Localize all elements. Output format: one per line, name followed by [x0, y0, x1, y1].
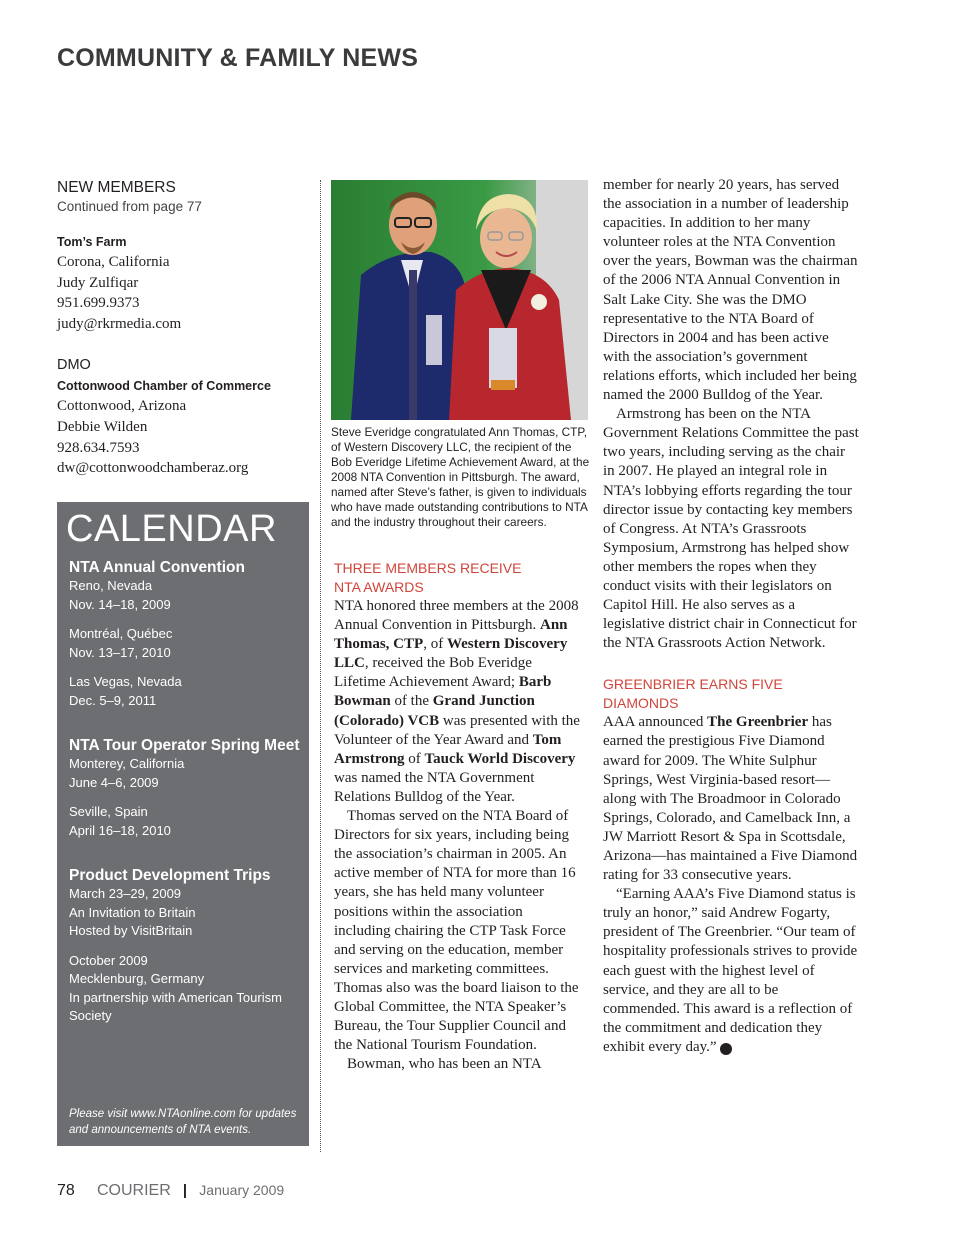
event-date: Nov. 13–17, 2010	[69, 644, 171, 660]
event-detail: In partnership with American Tourism	[69, 989, 282, 1005]
event-detail: Hosted by VisitBritain	[69, 923, 193, 938]
member-name: Tom’s Farm	[57, 235, 127, 249]
article-body	[603, 713, 859, 1057]
end-mark-icon: C	[720, 1043, 732, 1055]
event-location: Seville, Spain	[69, 804, 148, 819]
headline-line: NTA AWARDS	[334, 579, 424, 595]
article-awards	[334, 559, 582, 1074]
paragraph: AAA announced The Greenbrier has earned the prestigious Five Diamond award for 2009. The White Sulphur Springs, West Virginia-based resort—along with The Broadmoor in Colorado Springs, Colorado, and Camelback Inn, a JW Marriott Resort & Spa in Scottsdale, Arizona—has maintained a Five Diamond rating for 33 consecutive years.	[603, 714, 858, 884]
event-date: Nov. 14–18, 2009	[69, 596, 171, 612]
member-entry	[57, 232, 309, 334]
member-email: dw@cottonwoodchamberaz.org	[57, 460, 249, 477]
member-phone: 928.634.7593	[57, 439, 140, 456]
event-title: NTA Tour Operator Spring Meet	[69, 737, 300, 754]
dmo-heading: DMO	[57, 357, 91, 374]
continued-note: Continued from page 77	[57, 199, 202, 214]
event-title: NTA Annual Convention	[69, 559, 245, 576]
photo-illustration	[331, 180, 588, 420]
paragraph: “Earning AAA’s Five Diamond status is truly an honor,” said Andrew Fogarty, president of The Greenbrier. “Our team of hospitality professionals strives to provide each guest with the highest level of service, and they are all to be commended. This award is a reflection of the commitment and dedication they exhibit every day.” C	[603, 886, 858, 1055]
event-title: Product Development Trips	[69, 867, 271, 884]
event-detail: An Invitation to Britain	[69, 904, 196, 920]
paragraph: Bowman, who has been an NTA	[347, 1056, 542, 1073]
paragraph: Thomas served on the NTA Board of Directors for six years, including being the association’s chairman in 2005. An active member of NTA for more than 16 years, she has held many volunteer positions within the association including chairing the CTP Task Force and serving on the education, member services and marketing committees. Thomas also was the board liaison to the Global Committee, the NTA Speaker’s Bureau, the Tour Supplier Council and the National Tourism Foundation.	[334, 808, 579, 1054]
page-title: COMMUNITY & FAMILY NEWS	[57, 44, 419, 72]
member-entry	[57, 376, 309, 478]
page-number: 78	[57, 1182, 75, 1199]
calendar-event	[69, 866, 303, 1026]
headline-line: DIAMONDS	[603, 695, 679, 712]
event-detail: Society	[69, 1008, 112, 1023]
new-members-section	[57, 178, 309, 479]
column-divider	[320, 180, 321, 1152]
calendar-event	[69, 736, 303, 840]
event-date: April 16–18, 2010	[69, 822, 171, 838]
member-contact: Judy Zulfiqar	[57, 274, 139, 291]
publication-name: COURIER	[96, 1182, 171, 1199]
footer-separator: |	[182, 1182, 188, 1199]
member-city: Corona, California	[57, 254, 170, 270]
article-headline	[603, 675, 859, 713]
calendar-title: CALENDAR	[66, 508, 277, 550]
member-city: Cottonwood, Arizona	[57, 398, 187, 415]
member-name: Cottonwood Chamber of Commerce	[57, 379, 271, 394]
event-location: Las Vegas, Nevada	[69, 674, 182, 689]
event-date: October 2009	[69, 952, 148, 968]
headline-line: THREE MEMBERS RECEIVE	[334, 560, 522, 576]
page-footer	[57, 1182, 284, 1200]
event-date: June 4–6, 2009	[69, 774, 159, 790]
article-headline	[334, 559, 582, 597]
event-location: Mecklenburg, Germany	[69, 971, 205, 986]
issue-date: January 2009	[199, 1182, 285, 1198]
article-body	[603, 176, 859, 653]
photo-caption: Steve Everidge congratulated Ann Thomas, CTP, of Western Discovery LLC, the recipient of the Bob Everidge Lifetime Achievement Award, at the 2008 NTA Convention in Pittsburgh. The award, named after Steve’s father, is given to individuals who have made outstanding contributions to NTA and the industry throughout their careers.	[331, 425, 590, 529]
article-continued	[603, 176, 859, 1057]
member-contact: Debbie Wilden	[57, 418, 148, 435]
award-photo	[331, 180, 588, 420]
paragraph: member for nearly 20 years, has served the association in a number of leadership capacities. In addition to her many volunteer roles at the NTA Convention over the years, Bowman was the chairman of the 2006 NTA Annual Convention in Salt Lake City. She was the DMO representative to the NTA Board of Directors in 2004 and has been active with the association’s government relations efforts, which included her being named the 2000 Bulldog of the Year.	[603, 177, 858, 404]
event-date: Dec. 5–9, 2011	[69, 692, 157, 708]
member-email: judy@rkrmedia.com	[57, 315, 182, 332]
article-body	[334, 597, 582, 1074]
calendar-note: Please visit www.NTAonline.com for updates and announcements of NTA events.	[69, 1108, 297, 1136]
event-location: Monterey, California	[69, 756, 185, 771]
event-location: Montréal, Québec	[69, 626, 173, 641]
member-phone: 951.699.9373	[57, 295, 140, 312]
paragraph: Armstrong has been on the NTA Government Relations Committee the past two years, including serving as the chair in 2007. He played an integral role in NTA’s lobbying efforts regarding the tour director issue by contacting key members of Congress. At NTA’s Grassroots Symposium, Armstrong has helped show other members the ropes when they conduct visits with their legislators on Capitol Hill. He also serves as a legislative district chair in Connecticut for the NTA Grassroots Action Network.	[603, 406, 859, 652]
event-location: Reno, Nevada	[69, 578, 153, 593]
new-members-heading: NEW MEMBERS	[57, 179, 176, 196]
paragraph: NTA honored three members at the 2008 Annual Convention in Pittsburgh. Ann Thomas, CTP, of Western Discovery LLC, received the Bob Everidge Lifetime Achievement Award; Barb Bowman of the Grand Junction (Colorado) VCB was presented with the Volunteer of the Year Award and Tom Armstrong of Tauck World Discovery was named the NTA Government Relations Bulldog of the Year.	[334, 598, 580, 805]
calendar-box	[57, 502, 309, 1146]
headline-line: GREENBRIER EARNS FIVE	[603, 676, 783, 693]
event-date: March 23–29, 2009	[69, 886, 182, 901]
calendar-event	[69, 558, 303, 710]
